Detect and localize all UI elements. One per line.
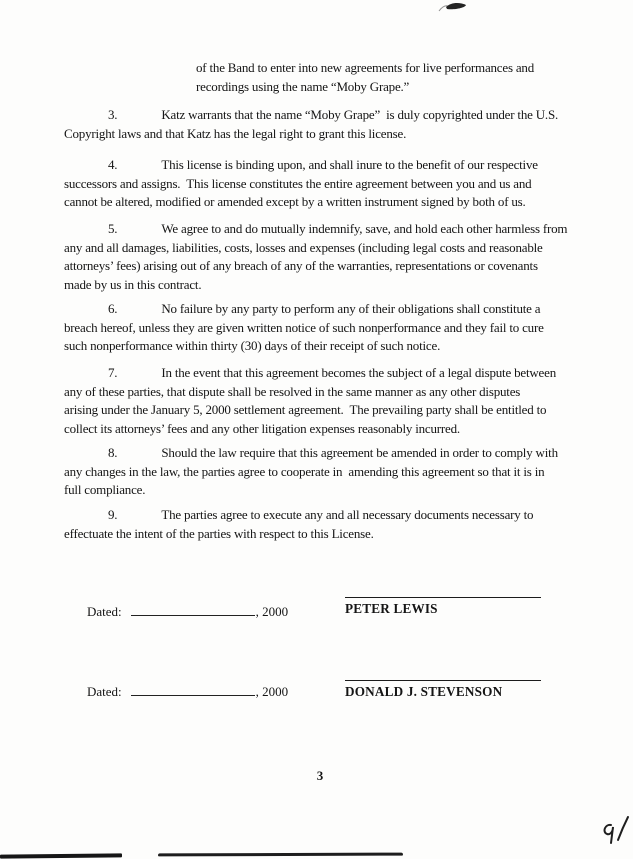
paragraph-4 [64,156,609,212]
paragraph-7 [64,364,609,438]
paragraph-9 [64,506,609,543]
paragraph-6 [64,300,609,356]
paragraph-text: The parties agree to execute any and all necessary documents necessary to [161,507,534,522]
paragraph-text: successors and assigns. This license constitutes the entire agreement between you and us and [64,175,532,191]
scan-artifact-line [0,853,122,858]
paragraph-number: 3. [108,107,118,122]
continuation-line: of the Band to enter into new agreements for live performances and [196,60,535,75]
page-number: 3 [316,768,324,783]
paragraph-text: This license is binding upon, and shall inure to the benefit of our respective [161,157,538,172]
paragraph-text: made by us in this contract. [64,276,202,292]
continuation-text [196,59,534,96]
paragraph-number: 7. [108,365,118,380]
paragraph-text: any of these parties, that dispute shall be resolved in the same manner as any other disputes [64,383,521,399]
paragraph-text: attorneys’ fees) arising out of any breach of any of the warranties, representations or covenants [64,258,538,273]
signature-block-2 [345,680,541,700]
paragraph-number: 4. [108,157,118,172]
paragraph-text: effectuate the intent of the parties with respect to this License. [64,525,374,541]
dated-label: Dated: [87,684,122,699]
paragraph-text: breach hereof, unless they are given written notice of such nonperformance and they fail to cure [64,319,544,335]
scan-artifact-line [158,853,403,857]
paragraph-3 [64,106,609,143]
paragraph-text: arising under the January 5, 2000 settlement agreement. The prevailing party shall be entitled to [64,402,547,417]
pen-squiggle-icon [438,0,470,14]
dated-row-2 [74,666,288,716]
paragraph-number: 9. [108,507,118,522]
dated-row-1 [74,586,288,636]
continuation-line: recordings using the name “Moby Grape.” [196,78,410,94]
paragraph-text: cannot be altered, modified or amended except by a written instrument signed by both of us. [64,194,526,209]
paragraph-text: No failure by any party to perform any of their obligations shall constitute a [161,301,541,316]
date-blank-line [131,602,255,616]
handwritten-pen-mark-icon [596,812,632,850]
year-suffix: , 2000 [255,604,289,619]
paragraph-text: full compliance. [64,482,146,497]
paragraph-5 [64,220,609,294]
paragraph-text: any changes in the law, the parties agree to cooperate in amending this agreement so that it is in [64,463,545,479]
paragraph-number: 5. [108,221,118,236]
signature-block-1 [345,597,541,617]
paragraph-text: Copyright laws and that Katz has the legal right to grant this license. [64,125,407,141]
paragraph-number: 6. [108,301,118,316]
paragraph-text: Should the law require that this agreement be amended in order to comply with [161,445,558,460]
year-suffix: , 2000 [255,684,289,699]
paragraph-text: collect its attorneys’ fees and any other litigation expenses reasonably incurred. [64,420,460,436]
paragraph-text: In the event that this agreement becomes the subject of a legal dispute between [161,365,556,380]
date-blank-line [131,682,255,696]
signature-name: PETER LEWIS [345,601,438,616]
paragraph-text: We agree to and do mutually indemnify, save, and hold each other harmless from [161,221,568,236]
paragraph-text: Katz warrants that the name “Moby Grape” is duly copyrighted under the U.S. [161,107,559,122]
dated-label: Dated: [87,604,122,619]
paragraph-text: such nonperformance within thirty (30) days of their receipt of such notice. [64,338,441,353]
paragraph-number: 8. [108,445,118,460]
paragraph-8 [64,444,609,500]
paragraph-text: any and all damages, liabilities, costs, losses and expenses (including legal costs and reasonable [64,239,543,255]
signature-name: DONALD J. STEVENSON [345,684,503,699]
